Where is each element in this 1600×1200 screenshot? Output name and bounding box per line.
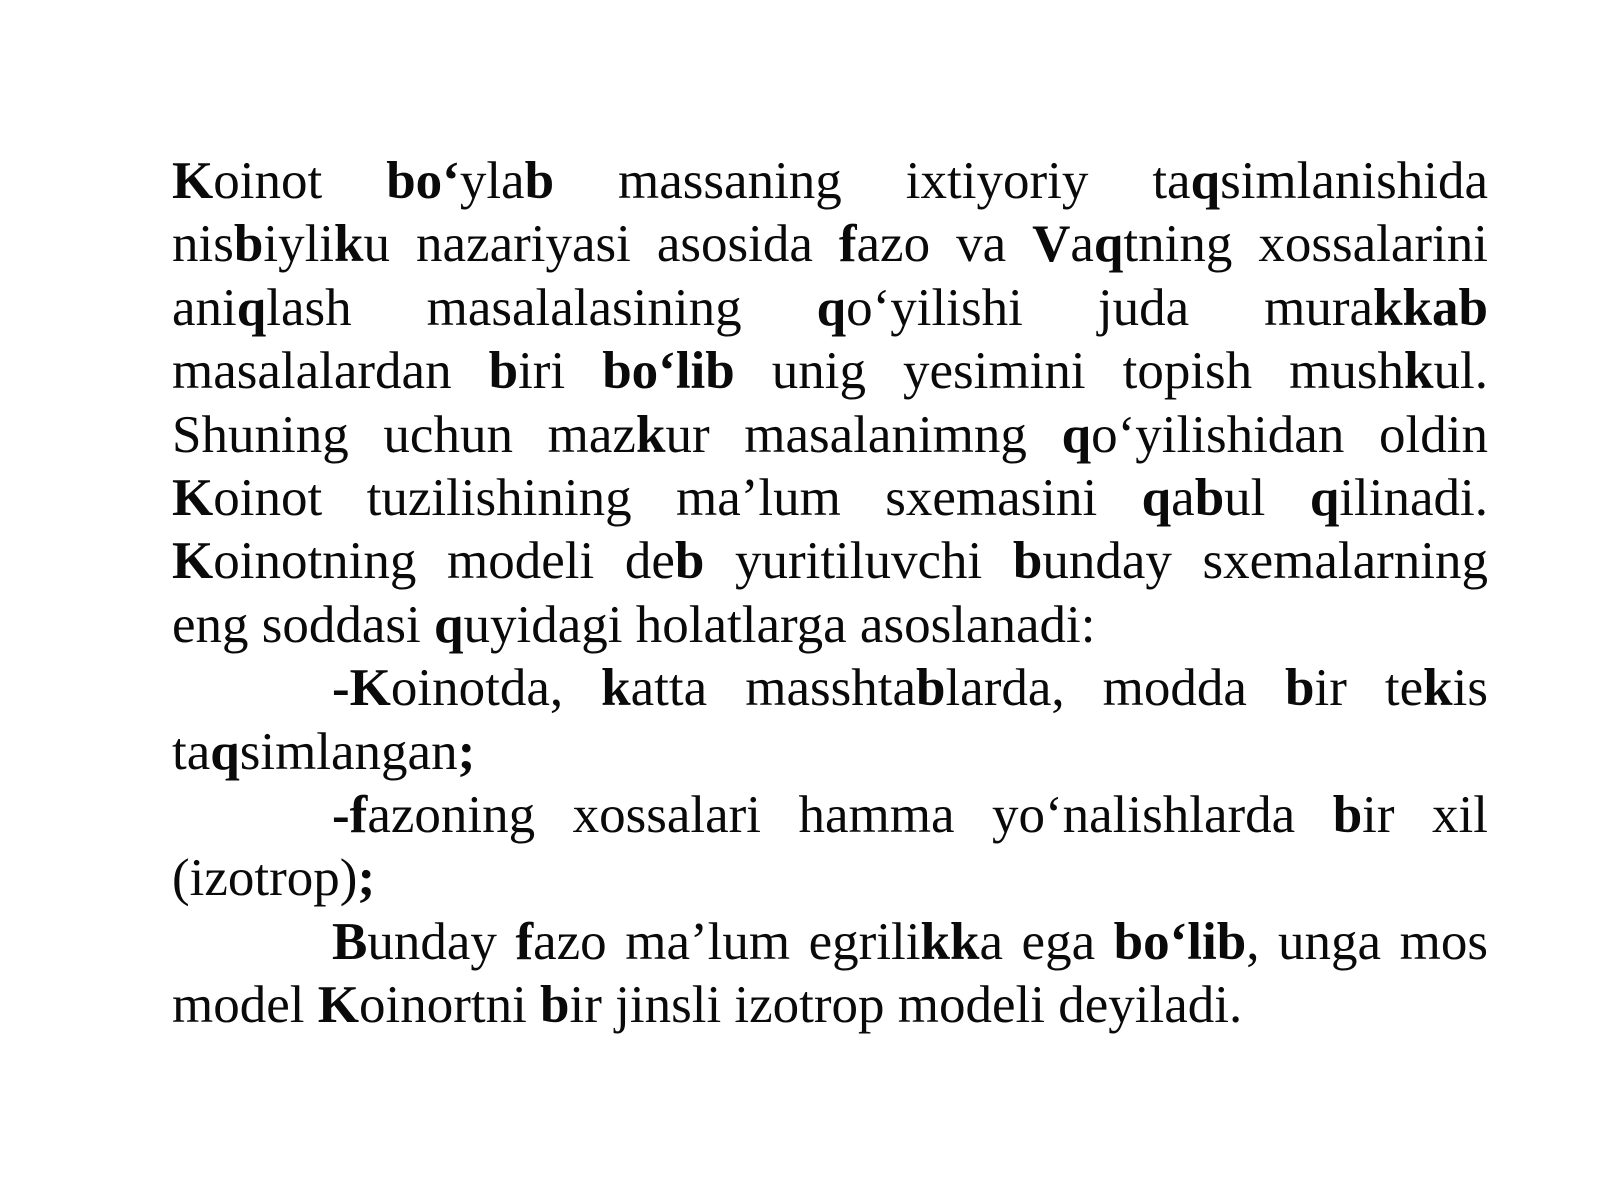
bold-text-run: q [236, 278, 267, 337]
bold-text-run: b [488, 342, 519, 401]
bold-text-run: kk [920, 912, 980, 971]
text-run: unday sxemalarning eng soddasi [172, 532, 1488, 654]
bold-text-run: b [1012, 532, 1043, 591]
bold-text-run: b [540, 976, 570, 1035]
text-run: ul. Shuning uchun maz [172, 342, 1488, 464]
text-run: ilinadi. [1339, 469, 1488, 528]
list-item-uniform-matter [172, 657, 1488, 784]
bold-text-run: b [233, 215, 264, 274]
text-run: unday [367, 912, 516, 971]
bold-text-run: B [332, 912, 368, 971]
text-run: o‘yilishi juda mura [846, 278, 1374, 337]
text-run: , unga mos model [172, 912, 1488, 1035]
text-run: ur masalanimng [665, 405, 1062, 464]
bold-text-run: k [1423, 659, 1453, 718]
text-run: iyli [263, 215, 335, 274]
bold-text-run: kkab [1373, 278, 1488, 337]
bold-text-run: q [1141, 469, 1172, 528]
bold-text-run: bo‘lib [602, 342, 735, 401]
bold-text-run: k [635, 405, 666, 464]
bold-text-run: k [1404, 342, 1434, 401]
bold-text-run: q [1093, 215, 1124, 274]
text-run: oinotda, [390, 659, 602, 718]
text-run: atta masshta [630, 659, 916, 718]
paragraph-conclusion [172, 911, 1488, 1038]
text-run: lash masalalasining [266, 278, 817, 337]
text-run: oinotning modeli de [213, 532, 675, 591]
text-run: oinot [213, 152, 387, 210]
text-run: masalalardan [172, 342, 489, 401]
bold-text-run: b [524, 152, 555, 210]
list-item-isotropic-space [172, 784, 1488, 911]
text-run: is ta [172, 659, 1489, 781]
text-run: ir te [1314, 659, 1424, 718]
text-run: uyidagi holatlarga asoslanadi: [463, 595, 1096, 654]
bold-text-run: b [1194, 469, 1225, 528]
bold-text-run: k [334, 215, 364, 274]
document-page [172, 150, 1488, 1038]
bold-text-run: q [1061, 405, 1092, 464]
bold-text-run: ; [457, 722, 476, 781]
text-run: simlanishida nis [172, 152, 1488, 274]
bold-text-run: b [674, 532, 705, 591]
text-run: iri [518, 342, 603, 401]
bold-text-run: k [601, 659, 631, 718]
text-run: ul [1224, 469, 1310, 528]
text-run: massaning ixtiyoriy ta [554, 152, 1191, 210]
text-run: unig yesimini topish mush [734, 342, 1405, 401]
text-run: azoning xossalari hamma yo‘nalishlarda [367, 786, 1333, 845]
text-run: ir jinsli izotrop modeli deyiladi. [569, 976, 1243, 1035]
bold-text-run: -K [332, 659, 391, 718]
bold-text-run: -f [332, 786, 368, 845]
bold-text-run: q [1309, 469, 1340, 528]
bold-text-run: f [515, 912, 534, 971]
paragraph-intro [172, 150, 1488, 657]
bold-text-run: f [838, 215, 857, 274]
bold-text-run: K [317, 976, 359, 1035]
text-run: tning xossalarini ani [172, 215, 1488, 337]
text-run: oinortni [358, 976, 541, 1035]
bold-text-run: K [172, 532, 214, 591]
bold-text-run: q [816, 278, 847, 337]
bold-text-run: bo‘ [386, 152, 460, 210]
bold-text-run: b [1332, 786, 1363, 845]
text-run: larda, modda [945, 659, 1285, 718]
text-run: ir xil (izotrop) [172, 786, 1489, 908]
text-run: yla [459, 152, 525, 210]
text-run: a [1070, 215, 1094, 274]
bold-text-run: b [915, 659, 946, 718]
text-run: oinot tuzilishining ma’lum sxemasini [213, 469, 1142, 528]
bold-text-run: K [172, 469, 214, 528]
text-run: azo ma’lum egrili [533, 912, 921, 971]
text-run: u nazariyasi asosida [363, 215, 839, 274]
text-run: azo va [856, 215, 1033, 274]
text-run: a [1171, 469, 1195, 528]
bold-text-run: ; [357, 849, 376, 908]
text-run: o‘yilishidan oldin [1091, 405, 1488, 464]
text-run: a ega [979, 912, 1114, 971]
text-run: simlangan [239, 722, 458, 781]
bold-text-run: q [434, 595, 464, 654]
bold-text-run: bo‘lib [1113, 912, 1247, 971]
bold-text-run: q [210, 722, 240, 781]
bold-text-run: K [172, 152, 214, 210]
bold-text-run: b [1285, 659, 1315, 718]
bold-text-run: q [1190, 152, 1221, 210]
text-run: yuritiluvchi [704, 532, 1013, 591]
bold-text-run: V [1032, 215, 1071, 274]
